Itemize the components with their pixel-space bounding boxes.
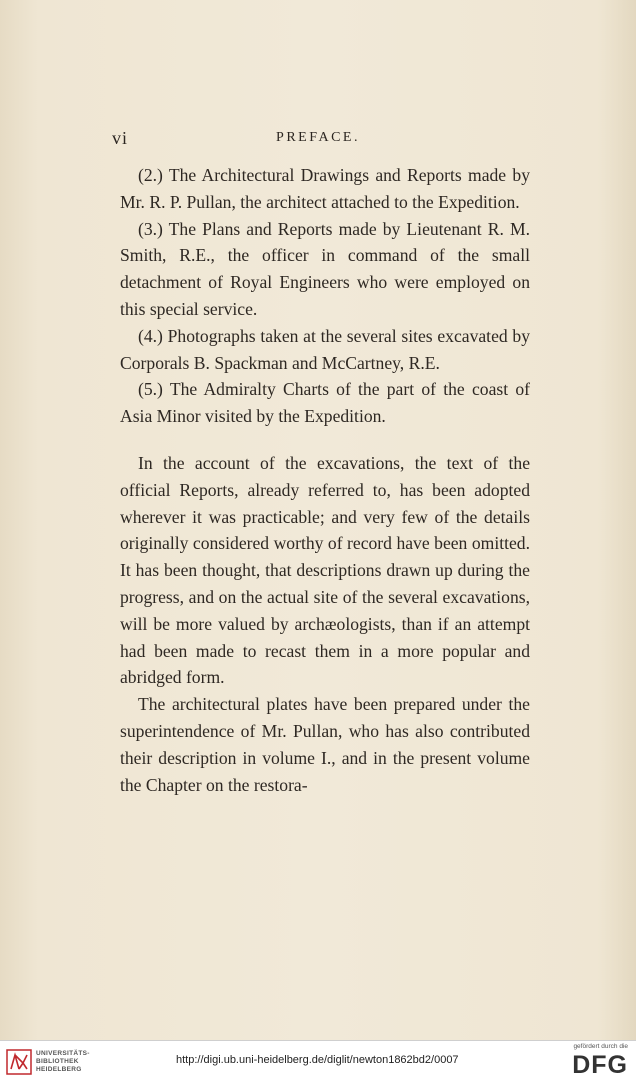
dfg-logo-icon: DFG (572, 1051, 628, 1079)
paragraph-item-2: (2.) The Architectural Drawings and Reports made by Mr. R. P. Pullan, the architect attached to the Expedition. (120, 165, 530, 212)
library-name: UNIVERSITÄTS- BIBLIOTHEK HEIDELBERG (36, 1050, 90, 1073)
viewer-footer (0, 1040, 636, 1084)
paragraph-architectural-plates: The architectural plates have been prepared under the superintendence of Mr. Pullan, who has also contributed their description in volume I., and in the present volume the Chapter on the restora- (120, 694, 530, 795)
paragraph-excavations: In the account of the excavations, the text of the official Reports, already referred to, has been adopted wherever it was practicable; and very few of the details originally considered worthy of record have been omitted. It has been thought, that descriptions drawn up during the progress, and on the actual site of the several excavations, will be more valued by archæologists, than if an attempt had been made to recast them in a more popular and abridged form. (120, 452, 530, 688)
running-head (0, 128, 636, 150)
paragraph-item-5: (5.) The Admiralty Charts of the part of the coast of Asia Minor visited by the Expedition. (120, 379, 530, 427)
permalink-url-link[interactable]: http://digi.ub.uni-heidelberg.de/diglit/newton1862bd2/0007 (176, 1054, 459, 1066)
running-head-title: PREFACE. (276, 130, 360, 145)
sponsor-text: gefördert durch die (573, 1043, 628, 1050)
body-text (120, 162, 530, 798)
paragraph-item-4: (4.) Photographs taken at the several sites excavated by Corporals B. Spackman and McCartney, R.E. (120, 325, 530, 373)
dfg-sponsor (548, 1043, 628, 1079)
page-number: vi (112, 128, 129, 148)
paragraph-item-3: (3.) The Plans and Reports made by Lieutenant R. M. Smith, R.E., the officer in command of the small detachment of Royal Engineers who were employed on this special service. (120, 218, 530, 319)
university-library-logo-icon (6, 1049, 32, 1075)
